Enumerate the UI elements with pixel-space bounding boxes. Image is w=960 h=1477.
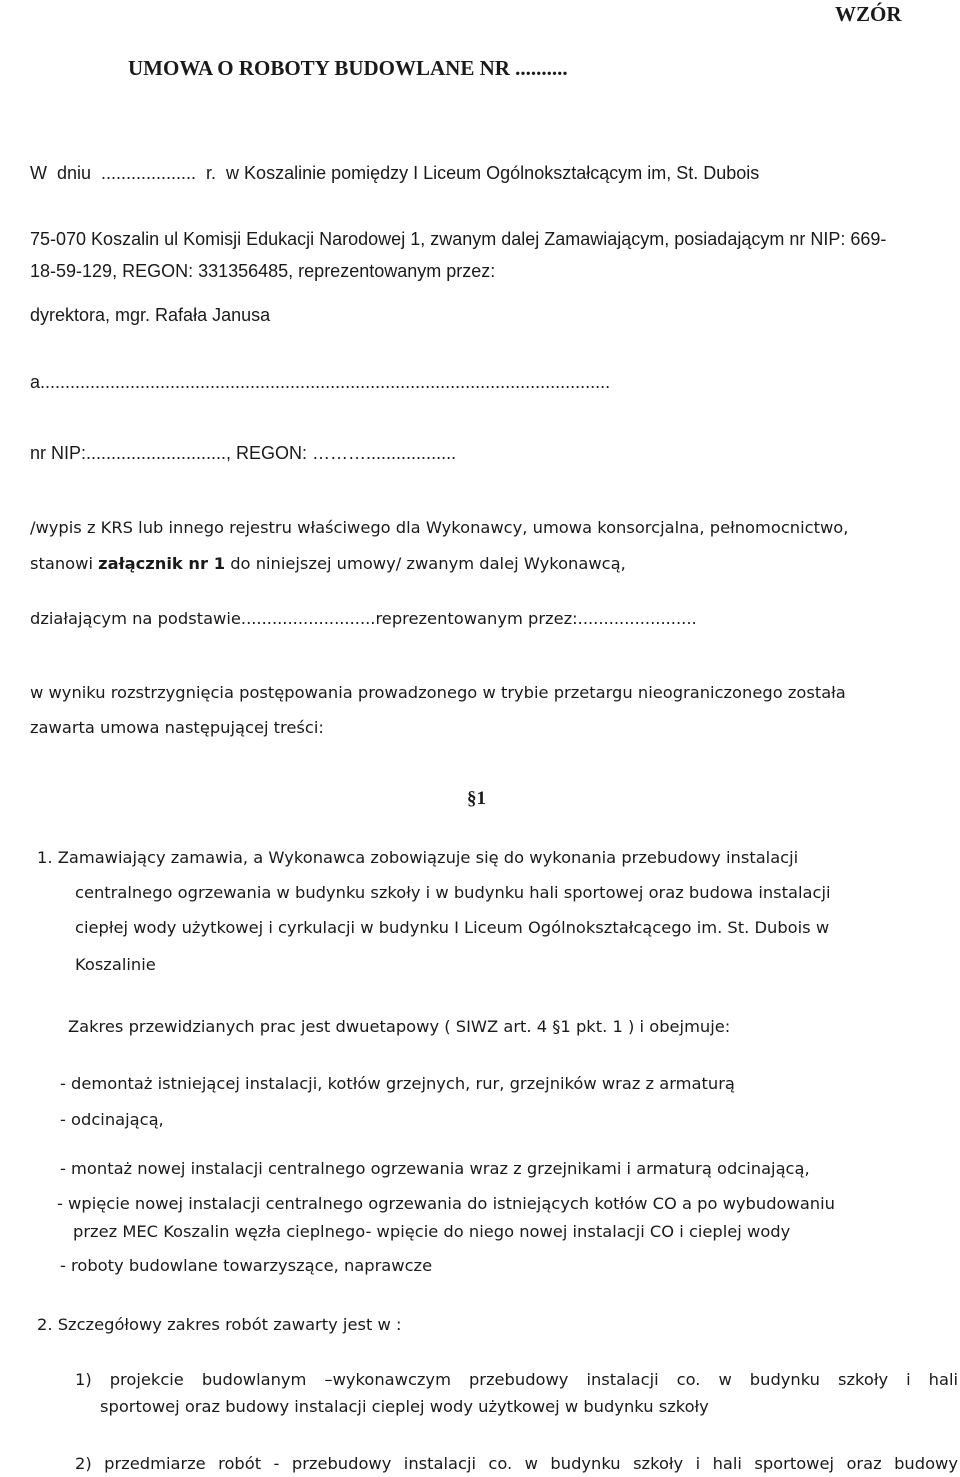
krs-line-2-pre: stanowi [30,554,99,573]
scope-item-3a: - wpięcie nowej instalacji centralnego ogrzewania do istniejących kotłów CO a po wybudowaniu [57,1194,835,1213]
contract-title: UMOWA O ROBOTY BUDOWLANE NR .......... [128,56,568,80]
section-heading: §1 [467,788,486,809]
subitem-2-line-1: 2) przedmiarze robót - przebudowy instalacji co. w budynku szkoły i hali sportowej oraz budowy [75,1454,958,1473]
scope-item-2: - montaż nowej instalacji centralnego ogrzewania wraz z grzejnikami i armaturą odcinającą, [60,1159,810,1178]
krs-line-2-post: do niniejszej umowy/ zwanym dalej Wykonawcą, [225,554,626,573]
intro-address-line: 75-070 Koszalin ul Komisji Edukacji Narodowej 1, zwanym dalej Zamawiającym, posiadającym nr NIP: 669- [30,229,887,249]
subitem-1-line-1: 1) projekcie budowlanym –wykonawczym przebudowy instalacji co. w budynku szkoły i hali [75,1370,958,1389]
scope-item-1b: - odcinającą, [60,1110,164,1129]
clause-1-line-2: centralnego ogrzewania w budynku szkoły i w budynku hali sportowej oraz budowa instalacji [75,883,831,902]
clause-2-line: 2. Szczegółowy zakres robót zawarty jest w : [37,1315,402,1334]
contractor-name-line: a.................................................................................................................. [30,372,611,392]
result-line-1: w wyniku rozstrzygnięcia postępowania prowadzonego w trybie przetargu nieograniczonego została [30,683,846,702]
intro-director-line: dyrektora, mgr. Rafała Janusa [30,305,271,325]
contractor-nip-line: nr NIP:............................, REGON: ……….................. [30,443,457,463]
krs-line-2 [30,556,626,572]
scope-item-3b: przez MEC Koszalin węzła cieplnego- wpięcie do niego nowej instalacji CO i cieplej wody [73,1222,791,1241]
intro-date-line: W dniu ................... r. w Koszalinie pomiędzy I Liceum Ogólnokształcącym im, St. Dubois [30,163,760,183]
attachment-reference: załącznik nr 1 [98,554,226,573]
krs-line-1: /wypis z KRS lub innego rejestru właściwego dla Wykonawcy, umowa konsorcjalna, pełnomocnictwo, [30,518,849,537]
sample-stamp: WZÓR [835,2,902,26]
clause-1-line-4: Koszalinie [75,955,156,974]
clause-1-line-1: 1. Zamawiający zamawia, a Wykonawca zobowiązuje się do wykonania przebudowy instalacji [37,848,799,867]
intro-nip-line: 18-59-129, REGON: 331356485, reprezentowanym przez: [30,261,496,281]
scope-item-1a: - demontaż istniejącej instalacji, kotłów grzejnych, rur, grzejników wraz z armaturą [60,1074,735,1093]
result-line-2: zawarta umowa następującej treści: [30,718,324,737]
clause-1-line-3: ciepłej wody użytkowej i cyrkulacji w budynku I Liceum Ogólnokształcącego im. St. Dubois w [75,918,830,937]
scope-item-4: - roboty budowlane towarzyszące, naprawcze [60,1256,433,1275]
subitem-1-line-2: sportowej oraz budowy instalacji cieplej wody użytkowej w budynku szkoły [100,1397,709,1416]
scope-line: Zakres przewidzianych prac jest dwuetapowy ( SIWZ art. 4 §1 pkt. 1 ) i obejmuje: [68,1017,731,1036]
acting-basis-line: działającym na podstawie..........................reprezentowanym przez:....................... [30,609,697,628]
